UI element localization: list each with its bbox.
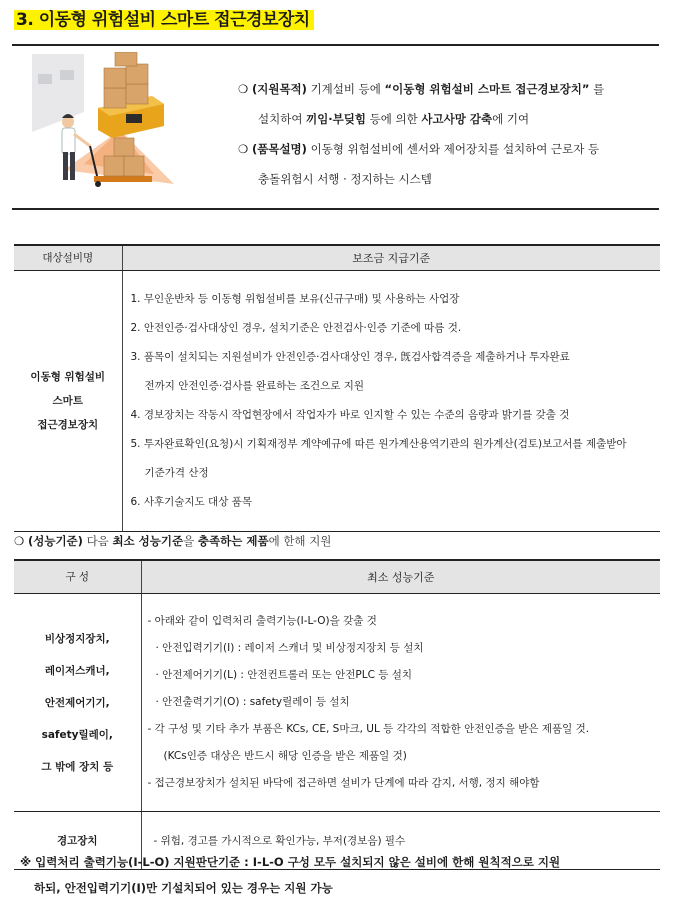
criteria-item-cont: 기준가격 산정	[144, 467, 209, 479]
purpose-text-1: 기계설비 등에	[306, 82, 385, 96]
criteria-item: 2. 안전인증·검사대상인 경우, 설치기준은 안전검사·인증 기준에 따름 것.	[130, 322, 462, 334]
agv-worker-illustration	[24, 52, 229, 202]
min-criteria-item: (KCs인증 대상은 반드시 해당 인증을 받은 제품일 것)	[163, 750, 407, 762]
purpose-bold-2: 사고사망 감축	[421, 112, 493, 126]
bullet-icon: ❍	[238, 142, 249, 156]
purpose-quote: “이동형 위험설비 스마트 접근경보장치”	[384, 82, 590, 96]
criteria-list	[122, 271, 660, 532]
criteria-item: 1. 무인운반차 등 이동형 위험설비를 보유(신규구매) 및 사용하는 사업장	[130, 293, 460, 305]
min-criteria-list	[141, 594, 660, 812]
component-line: safety릴레이,	[41, 728, 113, 741]
performance-heading	[14, 533, 331, 549]
purpose-text-3: 설치하여	[258, 112, 307, 126]
table1-header-target: 대상설비명	[14, 245, 122, 271]
performance-text-2: 을	[183, 534, 198, 548]
purpose-paragraph	[238, 74, 656, 104]
purpose-text-2: 를	[589, 82, 605, 96]
desc-paragraph	[238, 134, 656, 164]
component-line: 그 밖에 장치 등	[41, 760, 114, 773]
subsidy-criteria-table	[14, 244, 660, 532]
min-criteria-item: - 각 구성 및 기타 추가 부품은 KCs, CE, S마크, UL 등 각각의 적합한 안전인증을 받은 제품일 것.	[147, 723, 590, 735]
criteria-item: 5. 투자완료확인(요청)시 기획재정부 계약예규에 따른 원가계산용역기관의 원가계산(검토)보고서를 제출받아	[130, 438, 627, 450]
performance-bold-1: 최소 성능기준	[112, 534, 184, 548]
target-line: 접근경보장치	[37, 419, 99, 431]
footnote-line-1: ※ 입력처리 출력기능(I-L-O) 지원판단기준 : I-L-O 구성 모두 설치되지 않은 설비에 한해 원칙적으로 지원	[20, 855, 561, 869]
min-criteria-item: - 접근경보장치가 설치된 바닥에 접근하면 설비가 단계에 따라 감지, 서행, 정지 해야함	[147, 777, 540, 789]
purpose-paragraph-cont	[238, 104, 656, 134]
criteria-item: 3. 품목이 설치되는 지원설비가 안전인증·검사대상인 경우, 旣검사합격증을 제출하거나 투자완료	[130, 351, 570, 363]
desc-text-1: 이동형 위험설비에 센서와 제어장치를 설치하여 근로자 등	[306, 142, 600, 156]
desc-label: (품목설명)	[251, 142, 307, 156]
purpose-text-5: 에 기여	[492, 112, 530, 126]
intro-box	[12, 44, 659, 210]
section-title: 3. 이동형 위험설비 스마트 접근경보장치	[14, 7, 314, 33]
desc-text-2: 충돌위험시 서행 · 정지하는 시스템	[258, 172, 432, 186]
bullet-icon: ❍	[238, 82, 249, 96]
target-line: 스마트	[52, 395, 83, 407]
performance-bold-2: 충족하는 제품	[197, 534, 269, 548]
min-criteria-item: - 아래와 같이 입력처리 출력기능(I-L-O)을 갖출 것	[147, 615, 377, 627]
component-line: 비상정지장치,	[44, 632, 110, 645]
footnote-line-2: 하되, 안전입력기기(I)만 기설치되어 있는 경우는 지원 가능	[34, 881, 333, 895]
performance-text-1: 다음	[82, 534, 113, 548]
criteria-item: 6. 사후기술지도 대상 품목	[130, 496, 252, 508]
criteria-item-cont: 전까지 안전인증·검사를 완료하는 조건으로 지원	[144, 380, 365, 392]
warning-device-criteria: - 위험, 경고를 가시적으로 확인가능, 부저(경보음) 필수	[141, 812, 660, 870]
component-line: 레이저스캐너,	[44, 664, 110, 677]
footnote	[20, 849, 660, 901]
bullet-icon: ❍	[14, 534, 25, 548]
min-criteria-item: · 안전제어기기(L) : 안전컨트롤러 또는 안전PLC 등 설치	[155, 669, 413, 681]
target-equipment-cell	[14, 271, 122, 532]
target-line: 이동형 위험설비	[30, 371, 106, 383]
purpose-bold-1: 끼임·부딪힘	[306, 112, 367, 126]
component-line: 안전제어기기,	[44, 696, 110, 709]
purpose-label: (지원목적)	[251, 82, 307, 96]
criteria-item: 4. 경보장치는 작동시 작업현장에서 작업자가 바로 인지할 수 있는 수준의 음량과 밝기를 갖출 것	[130, 409, 570, 421]
purpose-text-4: 등에 의한	[366, 112, 422, 126]
performance-text-3: 에 한해 지원	[268, 534, 332, 548]
performance-criteria-table	[14, 559, 660, 870]
component-cell	[14, 594, 141, 812]
min-criteria-item: · 안전입력기기(I) : 레이저 스캐너 및 비상정지장치 등 설치	[155, 642, 424, 654]
intro-text	[238, 74, 656, 194]
min-criteria-item: · 안전출력기기(O) : safety릴레이 등 설치	[155, 696, 350, 708]
warning-device-cell: 경고장치	[14, 812, 141, 870]
table1-header-criteria: 보조금 지급기준	[122, 245, 660, 271]
table2-header-criteria: 최소 성능기준	[141, 560, 660, 594]
performance-label: (성능기준)	[27, 534, 83, 548]
table2-header-component: 구 성	[14, 560, 141, 594]
